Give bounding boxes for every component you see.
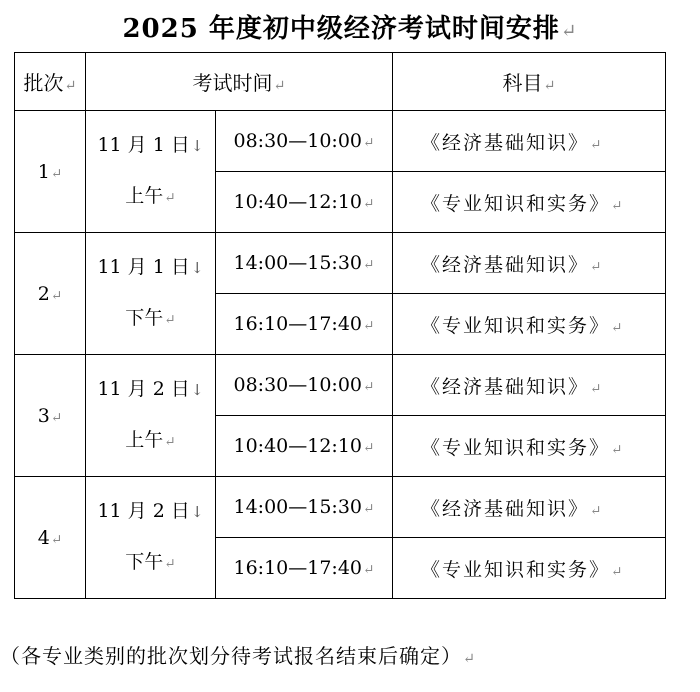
paragraph-mark-icon: ↵ bbox=[363, 379, 375, 395]
batch-number-cell bbox=[15, 233, 86, 355]
paragraph-mark-icon: ↵ bbox=[590, 258, 604, 275]
paragraph-mark-icon: ↵ bbox=[590, 136, 604, 153]
exam-period: 下午 bbox=[125, 551, 164, 573]
subject-name: 《专业知识和实务》 bbox=[421, 558, 611, 581]
subject-name: 《经济基础知识》 bbox=[421, 375, 590, 398]
table-row bbox=[15, 233, 666, 294]
paragraph-mark-icon: ↵ bbox=[363, 440, 375, 456]
footnote bbox=[0, 640, 476, 669]
table-header-row bbox=[15, 53, 666, 111]
batch-number: 4 bbox=[37, 526, 50, 549]
batch-number-cell bbox=[15, 111, 86, 233]
header-subject: 科目↵ bbox=[393, 53, 666, 111]
line-break-icon: ↓ bbox=[190, 259, 204, 277]
paragraph-mark-icon: ↵ bbox=[363, 318, 375, 334]
subject-cell bbox=[393, 172, 666, 233]
header-batch: 批次↵ bbox=[15, 53, 86, 111]
period-line bbox=[86, 426, 215, 456]
paragraph-mark-icon: ↵ bbox=[590, 380, 604, 397]
subject-cell bbox=[393, 355, 666, 416]
paragraph-mark-icon: ↵ bbox=[164, 556, 176, 572]
session-time: 16:10—17:40 bbox=[233, 557, 363, 579]
session-time-cell bbox=[216, 233, 393, 294]
exam-period: 上午 bbox=[125, 429, 164, 451]
date-cell bbox=[86, 111, 216, 233]
session-time-cell bbox=[216, 355, 393, 416]
paragraph-mark-icon: ↵ bbox=[50, 531, 63, 548]
table-row bbox=[15, 477, 666, 538]
date-line bbox=[86, 131, 215, 160]
date-line bbox=[86, 253, 215, 282]
subject-name: 《专业知识和实务》 bbox=[421, 192, 611, 215]
subject-name: 《经济基础知识》 bbox=[421, 131, 590, 154]
paragraph-mark-icon: ↵ bbox=[590, 502, 604, 519]
batch-number: 1 bbox=[37, 160, 50, 183]
line-break-icon: ↓ bbox=[190, 137, 204, 155]
batch-number-cell bbox=[15, 477, 86, 599]
paragraph-mark-icon: ↵ bbox=[50, 287, 63, 304]
session-time-cell bbox=[216, 294, 393, 355]
date-cell bbox=[86, 477, 216, 599]
subject-name: 《经济基础知识》 bbox=[421, 497, 590, 520]
paragraph-mark-icon: ↵ bbox=[363, 257, 375, 273]
subject-cell bbox=[393, 294, 666, 355]
paragraph-mark-icon: ↵ bbox=[64, 78, 77, 94]
line-break-icon: ↓ bbox=[190, 503, 204, 521]
subject-cell bbox=[393, 416, 666, 477]
exam-date: 11 月 2 日 bbox=[97, 500, 190, 522]
paragraph-mark-icon: ↵ bbox=[611, 197, 625, 214]
date-cell bbox=[86, 233, 216, 355]
exam-schedule-table bbox=[14, 52, 666, 599]
subject-name: 《经济基础知识》 bbox=[421, 253, 590, 276]
subject-cell bbox=[393, 538, 666, 599]
session-time: 14:00—15:30 bbox=[233, 252, 363, 274]
paragraph-mark-icon: ↵ bbox=[50, 165, 63, 182]
exam-period: 上午 bbox=[125, 185, 164, 207]
session-time-cell bbox=[216, 538, 393, 599]
paragraph-mark-icon: ↵ bbox=[164, 190, 176, 206]
subject-name: 《专业知识和实务》 bbox=[421, 314, 611, 337]
paragraph-mark-icon: ↵ bbox=[363, 196, 375, 212]
paragraph-mark-icon: ↵ bbox=[543, 78, 556, 94]
exam-period: 下午 bbox=[125, 307, 164, 329]
table-row bbox=[15, 111, 666, 172]
paragraph-mark-icon: ↵ bbox=[611, 441, 625, 458]
paragraph-mark-icon: ↵ bbox=[463, 651, 477, 667]
paragraph-mark-icon: ↵ bbox=[164, 434, 176, 450]
session-time-cell bbox=[216, 111, 393, 172]
session-time: 08:30—10:00 bbox=[233, 130, 363, 152]
period-line bbox=[86, 548, 215, 578]
document-title bbox=[0, 8, 700, 45]
session-time: 08:30—10:00 bbox=[233, 374, 363, 396]
exam-date: 11 月 2 日 bbox=[97, 378, 190, 400]
footnote-text: （各专业类别的批次划分待考试报名结束后确定） bbox=[0, 644, 462, 668]
session-time-cell bbox=[216, 477, 393, 538]
paragraph-mark-icon: ↵ bbox=[273, 78, 286, 94]
session-time-cell bbox=[216, 172, 393, 233]
subject-name: 《专业知识和实务》 bbox=[421, 436, 611, 459]
exam-date: 11 月 1 日 bbox=[97, 134, 190, 156]
line-break-icon: ↓ bbox=[190, 381, 204, 399]
session-time: 10:40—12:10 bbox=[233, 435, 363, 457]
period-line bbox=[86, 182, 215, 212]
period-line bbox=[86, 304, 215, 334]
document-title-text: 2025 年度初中级经济考试时间安排 bbox=[122, 14, 560, 44]
batch-number: 3 bbox=[37, 404, 50, 427]
paragraph-mark-icon: ↵ bbox=[50, 409, 63, 426]
paragraph-mark-icon: ↵ bbox=[611, 319, 625, 336]
subject-cell bbox=[393, 233, 666, 294]
header-time: 考试时间↵ bbox=[86, 53, 393, 111]
session-time-cell bbox=[216, 416, 393, 477]
session-time: 14:00—15:30 bbox=[233, 496, 363, 518]
subject-cell bbox=[393, 477, 666, 538]
date-line bbox=[86, 497, 215, 526]
paragraph-mark-icon: ↵ bbox=[363, 135, 375, 151]
date-cell bbox=[86, 355, 216, 477]
table-row bbox=[15, 355, 666, 416]
subject-cell bbox=[393, 111, 666, 172]
paragraph-mark-icon: ↵ bbox=[164, 312, 176, 328]
session-time: 16:10—17:40 bbox=[233, 313, 363, 335]
batch-number-cell bbox=[15, 355, 86, 477]
date-line bbox=[86, 375, 215, 404]
paragraph-mark-icon: ↵ bbox=[560, 21, 578, 42]
session-time: 10:40—12:10 bbox=[233, 191, 363, 213]
exam-date: 11 月 1 日 bbox=[97, 256, 190, 278]
paragraph-mark-icon: ↵ bbox=[363, 501, 375, 517]
batch-number: 2 bbox=[37, 282, 50, 305]
paragraph-mark-icon: ↵ bbox=[363, 562, 375, 578]
paragraph-mark-icon: ↵ bbox=[611, 563, 625, 580]
